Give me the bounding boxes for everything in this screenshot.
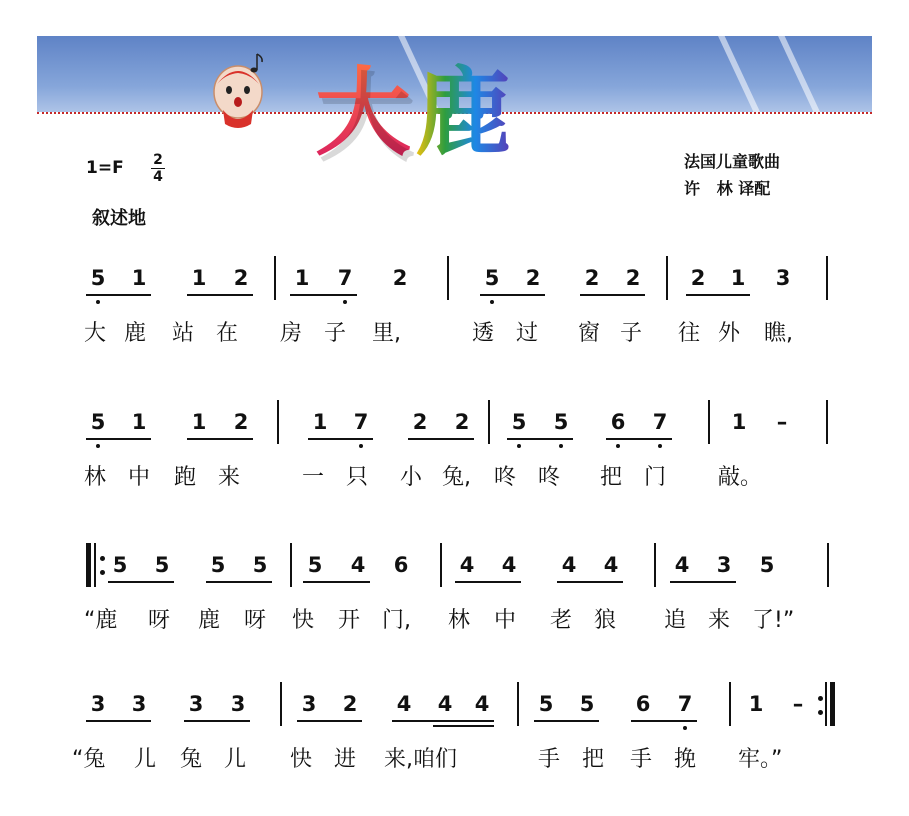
beam — [670, 581, 736, 583]
barline — [826, 256, 828, 300]
note: 2 — [412, 410, 428, 434]
lyric: 透 — [472, 321, 495, 346]
note: 1 — [294, 266, 310, 290]
lyric: 来,咱们 — [384, 747, 457, 772]
beam — [187, 438, 253, 440]
lyric: 儿 — [224, 747, 247, 772]
barline — [277, 400, 279, 444]
lyric: 快 — [290, 747, 313, 772]
lyric: 咚 — [538, 465, 561, 490]
beam — [480, 294, 545, 296]
barline — [666, 256, 668, 300]
lyric: 跑 — [174, 465, 197, 490]
lyric: 手 — [630, 747, 653, 772]
note: 2 — [690, 266, 706, 290]
note: 7 — [673, 692, 697, 716]
note: 5 — [549, 410, 573, 434]
lyric: 把 — [600, 465, 623, 490]
note: 1 — [731, 410, 747, 434]
note: 7 — [349, 410, 373, 434]
lyric: 小 — [400, 465, 423, 490]
note: 5 — [480, 266, 504, 290]
singing-mascot-icon — [205, 48, 271, 134]
beam — [206, 581, 272, 583]
beam-double — [433, 725, 494, 727]
note: 5 — [86, 410, 110, 434]
beam — [108, 581, 174, 583]
lyric: 呀 — [244, 608, 267, 633]
note: 4 — [674, 553, 690, 577]
barline — [729, 682, 731, 726]
lyric: 子 — [620, 321, 643, 346]
barline — [708, 400, 710, 444]
note: 4 — [501, 553, 517, 577]
lyric: 林 — [84, 465, 107, 490]
note: 1 — [131, 266, 147, 290]
note: 1 — [191, 266, 207, 290]
note: 5 — [507, 410, 531, 434]
lyric: 手 — [538, 747, 561, 772]
lyric: 门, — [382, 608, 411, 633]
lyric: 林 — [448, 608, 471, 633]
lyric: 中 — [494, 608, 517, 633]
note: 5 — [538, 692, 554, 716]
note: 2 — [233, 410, 249, 434]
beam — [303, 581, 370, 583]
note: 3 — [301, 692, 317, 716]
note: 5 — [307, 553, 323, 577]
lyric: 鹿 — [198, 608, 221, 633]
note: 4 — [603, 553, 619, 577]
lyric: 兔, — [442, 465, 471, 490]
note: 2 — [625, 266, 641, 290]
note: 6 — [393, 553, 409, 577]
note: 5 — [86, 266, 110, 290]
repeat-end-dot — [818, 710, 823, 715]
lyric: 鹿 — [124, 321, 147, 346]
lyric: 子 — [324, 321, 347, 346]
lyric: 快 — [292, 608, 315, 633]
note: 3 — [90, 692, 106, 716]
lyric: 挽 — [674, 747, 697, 772]
note: 6 — [606, 410, 630, 434]
note: 3 — [716, 553, 732, 577]
lyric: 房 — [280, 321, 303, 346]
note: 6 — [635, 692, 651, 716]
note: 1 — [191, 410, 207, 434]
lyric: 来 — [218, 465, 241, 490]
lyric: 站 — [172, 321, 195, 346]
note: 1 — [748, 692, 764, 716]
lyric: 只 — [346, 465, 369, 490]
title-char-2: 鹿 — [415, 57, 515, 169]
beam — [297, 720, 362, 722]
note: 1 — [131, 410, 147, 434]
barline — [488, 400, 490, 444]
beam — [86, 720, 151, 722]
credits-origin: 法国儿童歌曲 — [684, 152, 781, 171]
note: 4 — [350, 553, 366, 577]
beam — [86, 438, 151, 440]
lyric: 兔 — [180, 747, 203, 772]
lyric: 中 — [128, 465, 151, 490]
lyric: 门 — [644, 465, 667, 490]
beam — [86, 294, 151, 296]
barline — [274, 256, 276, 300]
barline — [280, 682, 282, 726]
lyric: 老 — [550, 608, 573, 633]
repeat-start-dot — [100, 570, 105, 575]
lyric: “鹿 — [84, 608, 118, 633]
beam — [606, 438, 672, 440]
beam — [392, 720, 494, 722]
note: 5 — [154, 553, 170, 577]
note: 7 — [333, 266, 357, 290]
lyric: 里, — [372, 321, 401, 346]
repeat-start-dot — [100, 556, 105, 561]
note: 4 — [474, 692, 490, 716]
lyric: 进 — [334, 747, 357, 772]
note: – — [792, 692, 804, 716]
beam — [631, 720, 697, 722]
lyric: “兔 — [72, 747, 106, 772]
lyric: 呀 — [148, 608, 171, 633]
beam — [408, 438, 474, 440]
beam — [308, 438, 373, 440]
note: 4 — [396, 692, 412, 716]
note: 4 — [437, 692, 453, 716]
credits — [684, 148, 780, 202]
note: 5 — [112, 553, 128, 577]
song-title — [315, 58, 515, 168]
note: 2 — [233, 266, 249, 290]
barline — [290, 543, 292, 587]
lyric: 开 — [338, 608, 361, 633]
beam — [580, 294, 645, 296]
repeat-end-thick-bar — [830, 682, 835, 726]
lyric: 咚 — [494, 465, 517, 490]
note: 2 — [525, 266, 541, 290]
note: 5 — [579, 692, 595, 716]
lyric: 来 — [708, 608, 731, 633]
note: 3 — [131, 692, 147, 716]
note: 3 — [775, 266, 791, 290]
lyric: 在 — [216, 321, 239, 346]
key-signature: 1=F — [86, 158, 124, 178]
lyric: 了!” — [752, 608, 795, 633]
repeat-end-thin-bar — [825, 682, 827, 726]
lyric: 过 — [516, 321, 539, 346]
note: 2 — [584, 266, 600, 290]
barline — [827, 543, 829, 587]
beam — [290, 294, 357, 296]
title-char-1: 大 — [315, 57, 415, 169]
time-signature — [149, 152, 167, 185]
time-signature-bottom: 4 — [153, 169, 163, 185]
lyric: 追 — [664, 608, 687, 633]
repeat-end-dot — [818, 696, 823, 701]
credits-translator: 许 林 译配 — [684, 179, 771, 198]
tempo-marking: 叙述地 — [92, 208, 146, 229]
beam — [507, 438, 573, 440]
lyric: 外 — [718, 321, 741, 346]
barline — [440, 543, 442, 587]
lyric: 往 — [678, 321, 701, 346]
barline — [826, 400, 828, 444]
barline — [517, 682, 519, 726]
lyric: 大 — [84, 321, 107, 346]
note: 3 — [188, 692, 204, 716]
lyric: 儿 — [134, 747, 157, 772]
note: 2 — [454, 410, 470, 434]
note: – — [776, 410, 788, 434]
barline — [447, 256, 449, 300]
beam — [455, 581, 521, 583]
beam — [557, 581, 623, 583]
barline — [654, 543, 656, 587]
lyric: 牢。” — [738, 747, 783, 772]
lyric: 把 — [582, 747, 605, 772]
lyric: 敲。 — [718, 465, 763, 490]
note: 4 — [561, 553, 577, 577]
note: 1 — [312, 410, 328, 434]
note: 5 — [759, 553, 775, 577]
lyric: 窗 — [578, 321, 601, 346]
lyric: 瞧, — [764, 321, 793, 346]
lyric: 一 — [302, 465, 325, 490]
time-signature-top: 2 — [153, 152, 163, 168]
note: 2 — [392, 266, 408, 290]
beam — [534, 720, 599, 722]
beam — [187, 294, 253, 296]
note: 5 — [210, 553, 226, 577]
note: 5 — [252, 553, 268, 577]
repeat-start-thick-bar — [86, 543, 91, 587]
beam — [184, 720, 250, 722]
note: 3 — [230, 692, 246, 716]
repeat-start-thin-bar — [94, 543, 96, 587]
note: 2 — [342, 692, 358, 716]
note: 4 — [459, 553, 475, 577]
note: 1 — [730, 266, 746, 290]
note: 7 — [648, 410, 672, 434]
lyric: 狼 — [594, 608, 617, 633]
beam — [686, 294, 750, 296]
